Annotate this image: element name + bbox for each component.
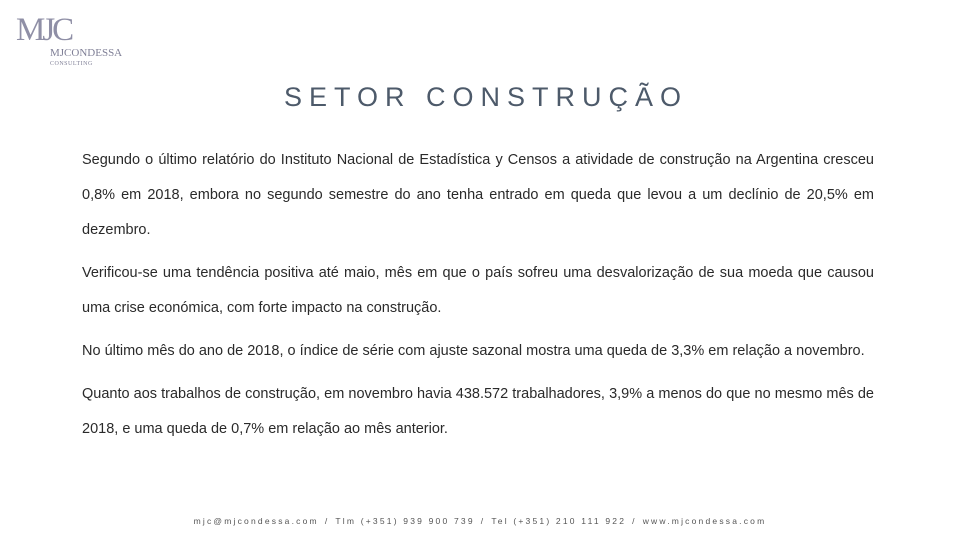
footer-separator: / bbox=[632, 516, 637, 526]
logo-company-name: MJCONDESSA bbox=[50, 47, 123, 59]
footer-contact bbox=[0, 516, 960, 526]
footer-email[interactable]: mjc@mjcondessa.com bbox=[193, 516, 319, 526]
body-text bbox=[82, 143, 874, 455]
paragraph-4: Quanto aos trabalhos de construção, em novembro havia 438.572 trabalhadores, 3,9% a menos do que no mesmo mês de 2018, e uma queda de 0,7% em relação ao mês anterior. bbox=[82, 386, 874, 437]
paragraph-2: Verificou-se uma tendência positiva até maio, mês em que o país sofreu uma desvalorização de sua moeda que causou uma crise económica, com forte impacto na construção. bbox=[82, 265, 874, 316]
footer-separator: / bbox=[480, 516, 486, 526]
footer-mobile: Tlm (+351) 939 900 739 bbox=[335, 516, 475, 526]
company-logo bbox=[16, 14, 126, 72]
footer-separator: / bbox=[324, 516, 330, 526]
logo-tagline: CONSULTING bbox=[50, 61, 93, 67]
footer-website[interactable]: www.mjcondessa.com bbox=[642, 516, 767, 526]
slide-title: SETOR CONSTRUÇÃO bbox=[283, 82, 689, 112]
paragraph-3: No último mês do ano de 2018, o índice de série com ajuste sazonal mostra uma queda de 3,3% em relação a novembro. bbox=[82, 343, 865, 359]
footer-phone: Tel (+351) 210 111 922 bbox=[491, 516, 627, 526]
logo-monogram: MJC bbox=[16, 12, 72, 48]
paragraph-1: Segundo o último relatório do Instituto Nacional de Estadística y Censos a atividade de construção na Argentina cresceu 0,8% em 2018, embora no segundo semestre do ano tenha entrado em queda que levou a um declínio de 20,5% em dezembro. bbox=[82, 152, 874, 238]
